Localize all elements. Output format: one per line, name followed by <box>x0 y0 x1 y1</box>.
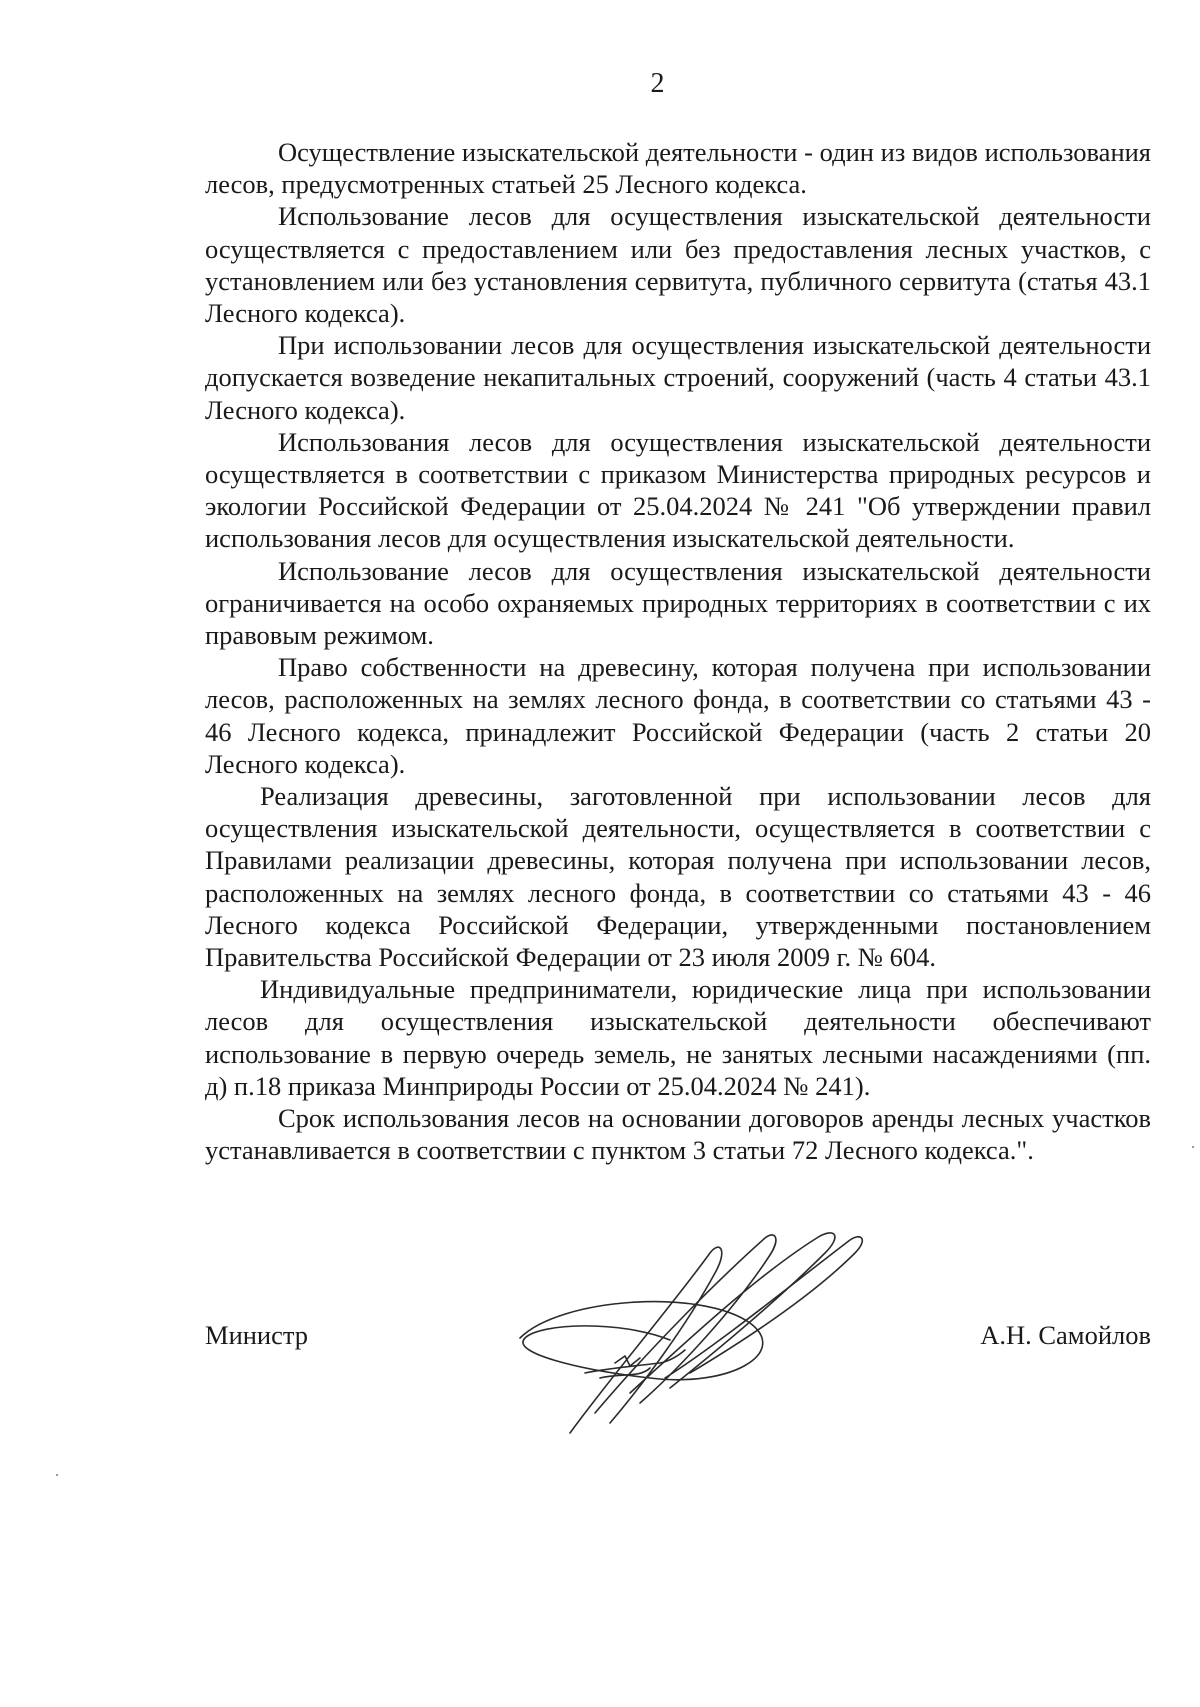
page-number: 2 <box>650 68 665 99</box>
scan-speck <box>56 1474 58 1476</box>
document-body <box>205 136 1151 1167</box>
signatory-title: Министр <box>205 1320 309 1350</box>
signature-block <box>205 1319 1151 1359</box>
paragraph-8: Индивидуальные предприниматели, юридические лица при использовании лесов для осуществления изыскательской деятельности обеспечивают использование в первую очередь земель, не занятых лесными насаждениями (пп. д) п.18 приказа Минприроды России от 25.04.2024 № 241). <box>205 974 1151 1101</box>
paragraph-2: Использование лесов для осуществления изыскательской деятельности осуществляется с предоставлением или без предоставления лесных участков, с установлением или без установления сервитута, публичного сервитута (статья 43.1 Лесного кодекса). <box>205 201 1151 329</box>
paragraph-5: Использование лесов для осуществления изыскательской деятельности ограничивается на особо охраняемых природных территориях в соответствии с их правовым режимом. <box>205 555 1151 651</box>
paragraph-4: Использования лесов для осуществления изыскательской деятельности осуществляется в соответствии с приказом Министерства природных ресурсов и экологии Российской Федерации от 25.04.2024 № 241 "Об утверждении правил использования лесов для осуществления изыскательской деятельности. <box>205 426 1151 554</box>
paragraph-9: Срок использования лесов на основании договоров аренды лесных участков устанавливается в соответствии с пунктом 3 статьи 72 Лесного кодекса.". <box>205 1103 1151 1166</box>
signatory-name: А.Н. Самойлов <box>980 1320 1151 1350</box>
paragraph-1: Осуществление изыскательской деятельности - один из видов использования лесов, предусмотренных статьей 25 Лесного кодекса. <box>205 137 1151 200</box>
scan-speck <box>1192 1146 1194 1148</box>
paragraph-3: При использовании лесов для осуществления изыскательской деятельности допускается возведение некапитальных строений, сооружений (часть 4 статьи 43.1 Лесного кодекса). <box>205 330 1151 425</box>
paragraph-6: Право собственности на древесину, которая получена при использовании лесов, расположенных на землях лесного фонда, в соответствии со статьями 43 - 46 Лесного кодекса, принадлежит Российской Федерации (часть 2 статьи 20 Лесного кодекса). <box>205 652 1151 779</box>
paragraph-7: Реализация древесины, заготовленной при использовании лесов для осуществления изыскательской деятельности, осуществляется в соответствии с Правилами реализации древесины, которая получена при использовании лесов, расположенных на землях лесного фонда, в соответствии со статьями 43 - 46 Лесного кодекса Российской Федерации, утвержденными постановлением Правительства Российской Федерации от 23 июля 2009 г. № 604. <box>205 781 1151 973</box>
